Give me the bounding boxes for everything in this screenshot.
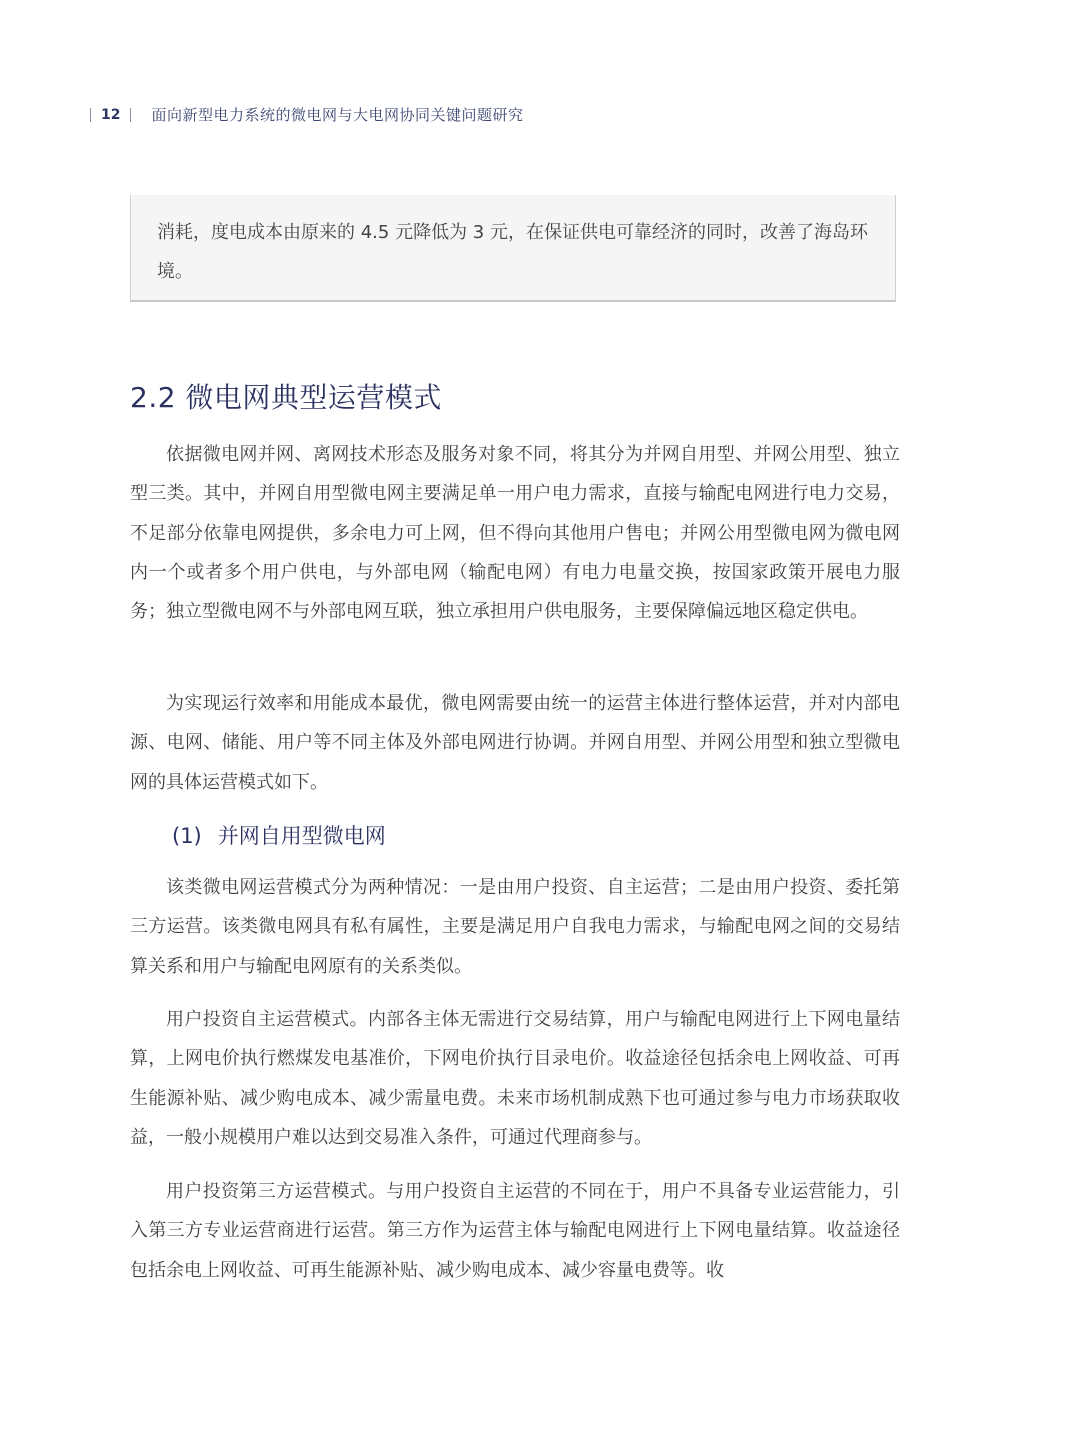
subsection-number: (1) — [172, 824, 202, 848]
paragraph: 该类微电网运营模式分为两种情况：一是由用户投资、自主运营；二是由用户投资、委托第三方运营。该类微电网具有私有属性，主要是满足用户自我电力需求，与输配电网之间的交易结算关系和用户与输配电网原有的关系类似。 — [130, 877, 900, 977]
paragraph: 为实现运行效率和用能成本最优，微电网需要由统一的运营主体进行整体运营，并对内部电源、电网、储能、用户等不同主体及外部电网进行协调。并网自用型、并网公用型和独立型微电网的具体运营模式如下。 — [130, 693, 900, 793]
paragraph: 用户投资自主运营模式。内部各主体无需进行交易结算，用户与输配电网进行上下网电量结算，上网电价执行燃煤发电基准价，下网电价执行目录电价。收益途径包括余电上网收益、可再生能源补贴、减少购电成本、减少需量电费。未来市场机制成熟下也可通过参与电力市场获取收益，一般小规模用户难以达到交易准入条件，可通过代理商参与。 — [130, 1009, 900, 1148]
running-header — [90, 104, 524, 125]
running-title: 面向新型电力系统的微电网与大电网协同关键问题研究 — [151, 106, 524, 124]
section-heading: 2.2 微电网典型运营模式 — [130, 381, 442, 414]
subsection-heading — [172, 820, 386, 850]
header-divider-left — [90, 108, 91, 122]
case-study-box — [130, 195, 896, 302]
subsection-title: 并网自用型微电网 — [217, 824, 386, 848]
paragraph: 用户投资第三方运营模式。与用户投资自主运营的不同在于，用户不具备专业运营能力，引入第三方专业运营商进行运营。第三方作为运营主体与输配电网进行上下网电量结算。收益途径包括余电上网收益、可再生能源补贴、减少购电成本、减少容量电费等。收 — [130, 1181, 900, 1281]
page-number: 12 — [101, 106, 121, 123]
header-divider-right — [130, 108, 131, 122]
case-study-text: 消耗，度电成本由原来的 4.5 元降低为 3 元，在保证供电可靠经济的同时，改善了海岛环境。 — [157, 222, 868, 282]
paragraph: 依据微电网并网、离网技术形态及服务对象不同，将其分为并网自用型、并网公用型、独立型三类。其中，并网自用型微电网主要满足单一用户电力需求，直接与输配电网进行电力交易，不足部分依靠电网提供，多余电力可上网，但不得向其他用户售电；并网公用型微电网为微电网内一个或者多个用户供电，与外部电网（输配电网）有电力电量交换，按国家政策开展电力服务；独立型微电网不与外部电网互联，独立承担用户供电服务，主要保障偏远地区稳定供电。 — [130, 444, 900, 623]
